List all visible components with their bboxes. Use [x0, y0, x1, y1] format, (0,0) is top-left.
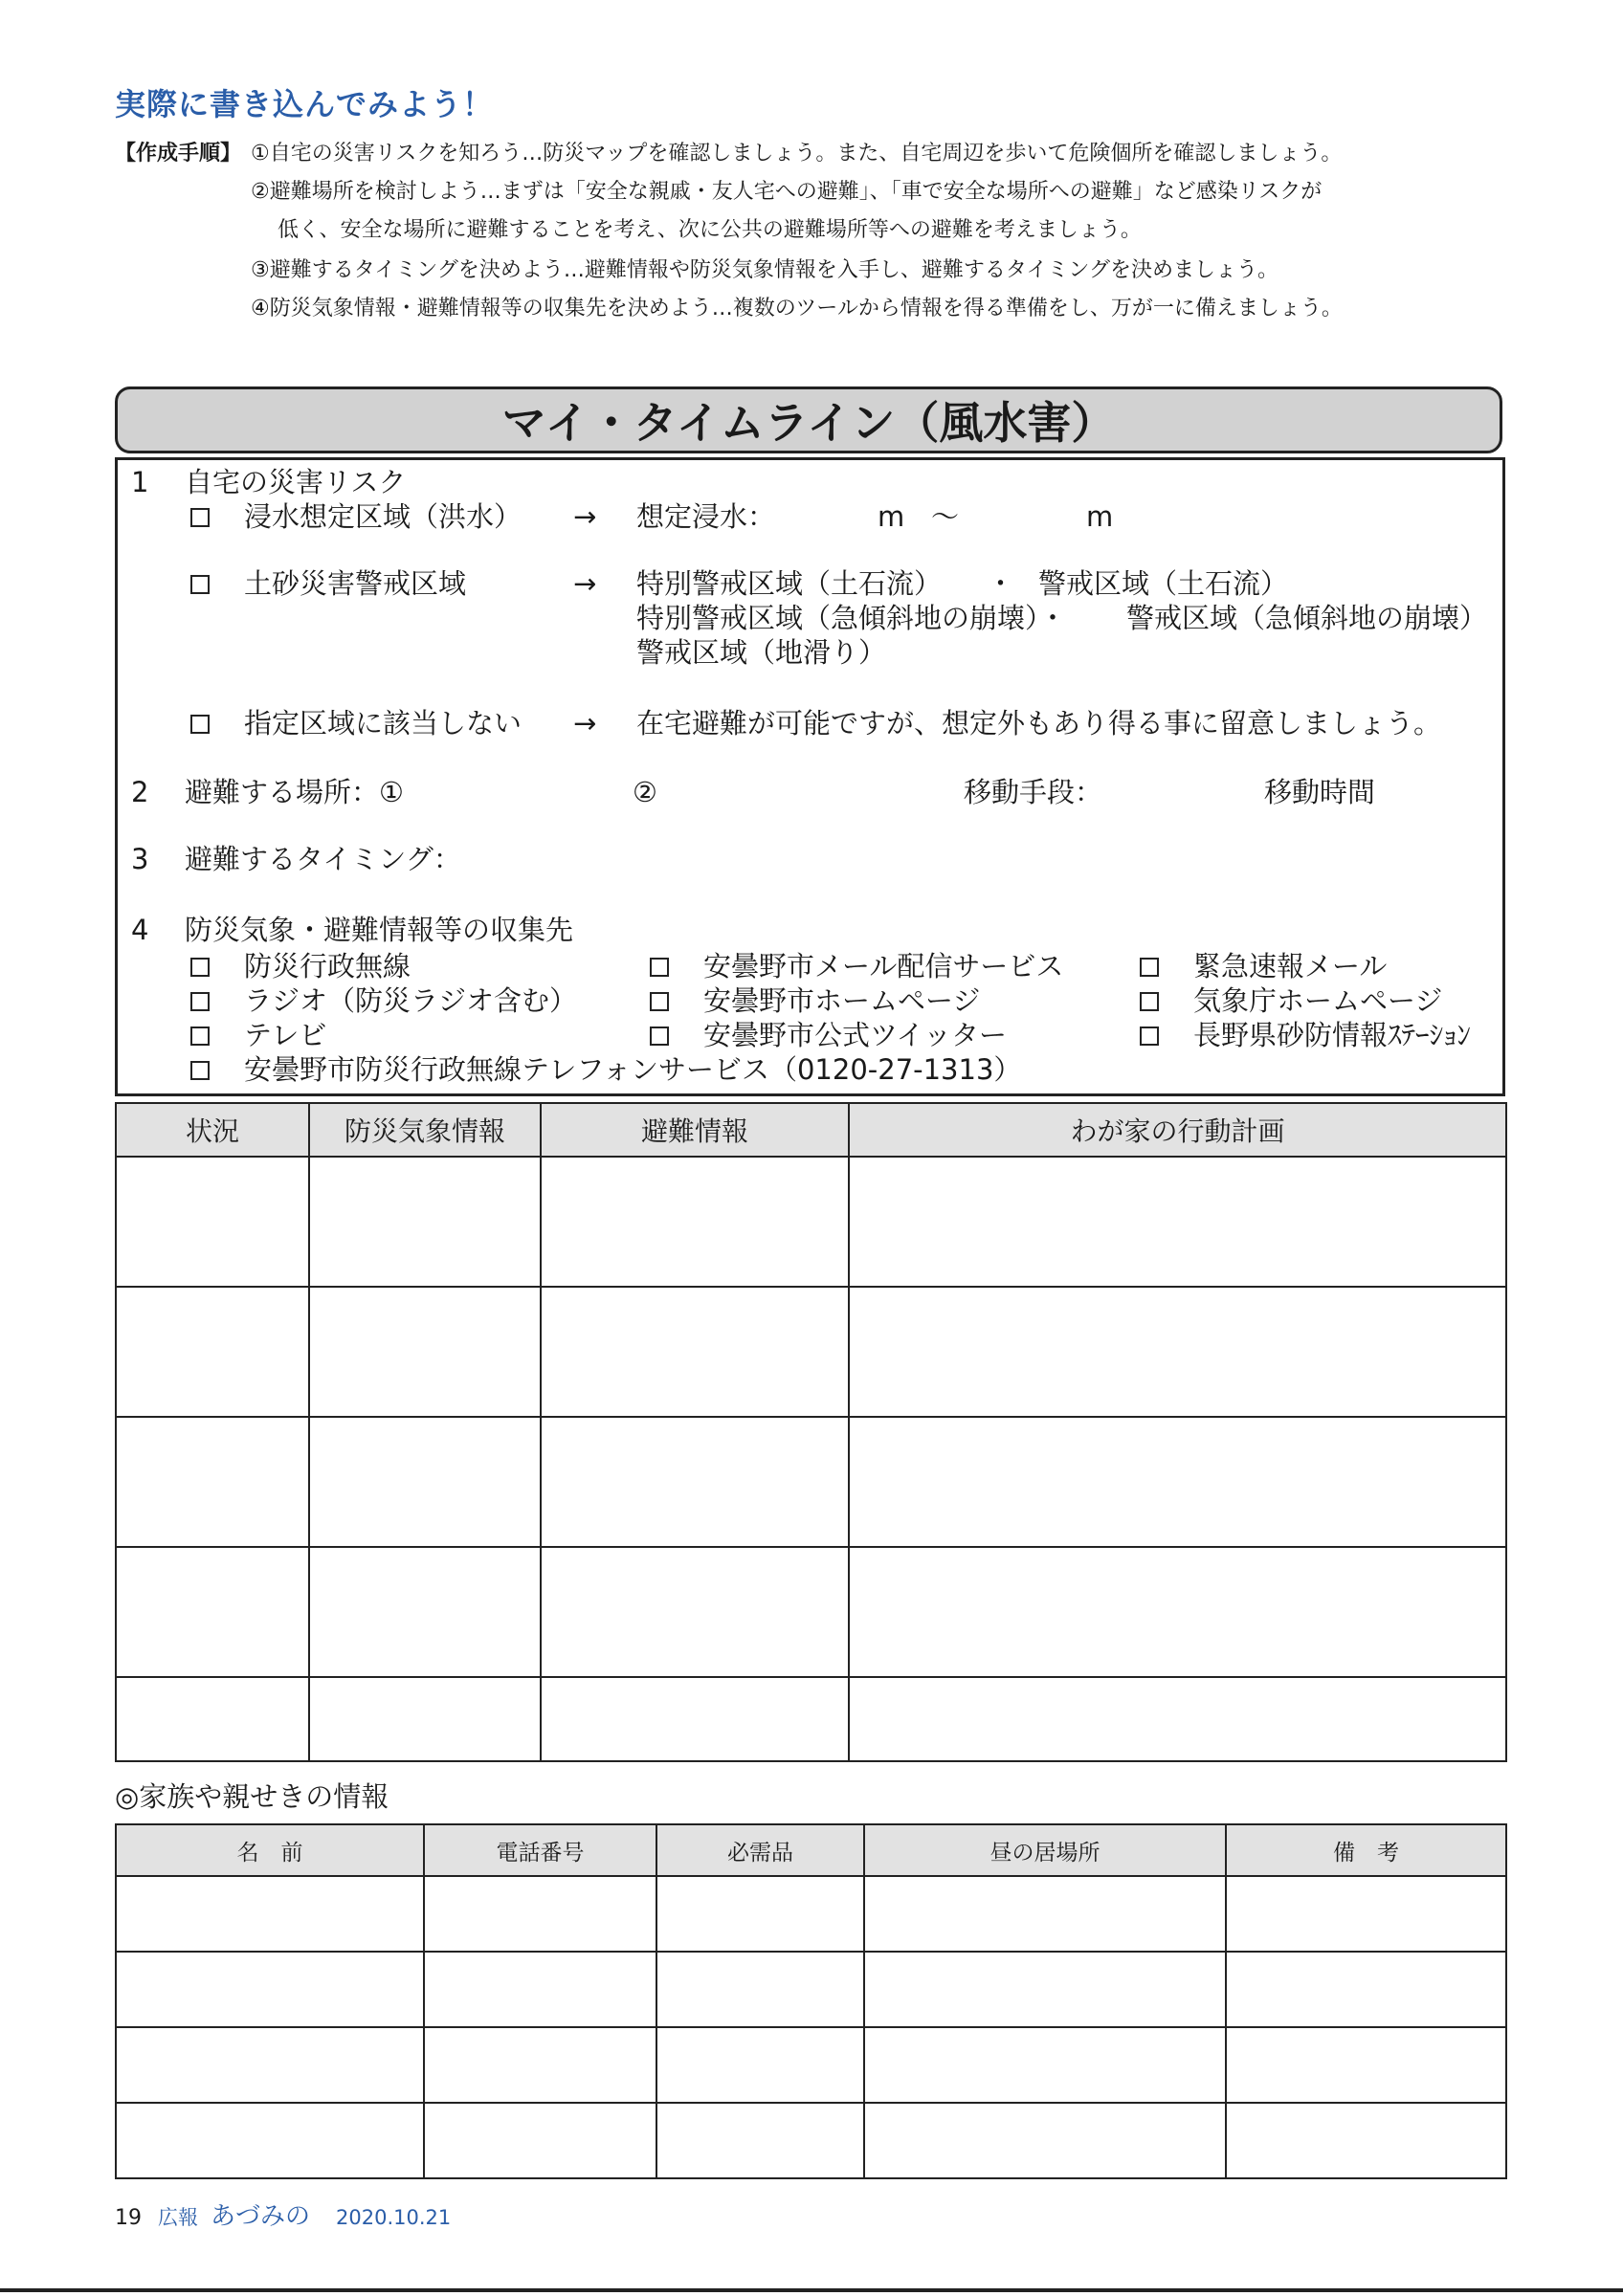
landslide-checkbox[interactable] [190, 575, 210, 594]
travel-time-label: 移動時間 [1264, 776, 1376, 808]
table-cell[interactable] [116, 2103, 424, 2178]
table-cell[interactable] [1226, 2103, 1506, 2178]
source-checkbox[interactable] [1140, 1027, 1159, 1046]
flood-unit-max: m [1086, 500, 1114, 533]
table-cell[interactable] [116, 1677, 309, 1761]
table-cell[interactable] [116, 1157, 309, 1287]
transport-label: 移動手段： [964, 776, 1103, 808]
flood-tilde: ～ [931, 500, 960, 533]
table-cell[interactable] [656, 1952, 864, 2027]
page-heading: 実際に書き込んでみよう！ [115, 86, 495, 122]
section-4-number: 4 [131, 914, 149, 946]
table-cell[interactable] [116, 1547, 309, 1677]
source-label: 長野県砂防情報ｽﾃｰｼｮﾝ [1193, 1019, 1472, 1051]
publication-brand: あづみの [211, 2202, 311, 2231]
evacuation-place-1-label: 避難する場所：① [185, 776, 404, 808]
step-2-cont: 低く、安全な場所に避難することを考え、次に公共の避難場所等への避難を考えましょう。 [278, 218, 1142, 242]
steps-label: 【作成手順】 [115, 142, 242, 166]
section-4-title: 防災気象・避難情報等の収集先 [185, 914, 574, 946]
family-header: 備 考 [1226, 1824, 1506, 1876]
timeline-header: 防災気象情報 [309, 1103, 541, 1157]
step-2: ②避難場所を検討しよう…まずは「安全な親戚・友人宅への避難」、「車で安全な場所への避難」など感染リスクが [251, 180, 1323, 204]
step-3: ③避難するタイミングを決めよう…避難情報や防災気象情報を入手し、避難するタイミングを決めましょう。 [251, 258, 1278, 282]
flood-depth-label: 想定浸水： [636, 500, 776, 533]
table-cell[interactable] [864, 2027, 1226, 2103]
table-cell[interactable] [116, 2027, 424, 2103]
source-checkbox[interactable] [190, 992, 210, 1011]
table-cell[interactable] [1226, 2027, 1506, 2103]
table-cell[interactable] [309, 1287, 541, 1417]
flood-checkbox[interactable] [190, 508, 210, 527]
table-cell[interactable] [116, 1287, 309, 1417]
table-cell[interactable] [849, 1287, 1506, 1417]
family-header: 電話番号 [424, 1824, 656, 1876]
table-cell[interactable] [424, 1952, 656, 2027]
source-checkbox[interactable] [650, 958, 669, 977]
table-cell[interactable] [656, 2103, 864, 2178]
evacuation-place-2-label: ② [633, 776, 657, 808]
table-row [116, 2027, 1506, 2103]
table-cell[interactable] [541, 1417, 849, 1547]
table-cell[interactable] [864, 2103, 1226, 2178]
source-checkbox[interactable] [190, 1061, 210, 1080]
table-cell[interactable] [541, 1677, 849, 1761]
table-row [116, 2103, 1506, 2178]
table-cell[interactable] [849, 1417, 1506, 1547]
table-cell[interactable] [116, 1952, 424, 2027]
table-cell[interactable] [541, 1157, 849, 1287]
table-cell[interactable] [424, 1876, 656, 1952]
landslide-zone-2a: 特別警戒区域（急傾斜地の崩壊）・ [636, 602, 1067, 634]
source-label: 緊急速報メール [1193, 950, 1388, 982]
page-footer [115, 2197, 451, 2232]
family-header: 必需品 [656, 1824, 864, 1876]
source-checkbox[interactable] [190, 1027, 210, 1046]
table-cell[interactable] [1226, 1952, 1506, 2027]
source-label: テレビ [244, 1019, 327, 1051]
source-label: 安曇野市メール配信サービス [703, 950, 1064, 982]
section-1-number: 1 [131, 466, 149, 498]
table-cell[interactable] [424, 2103, 656, 2178]
source-checkbox[interactable] [190, 958, 210, 977]
timeline-header: 状況 [116, 1103, 309, 1157]
table-cell[interactable] [541, 1287, 849, 1417]
family-section-title: ◎家族や親せきの情報 [115, 1780, 389, 1813]
timeline-table [115, 1102, 1507, 1762]
no-zone-text: 在宅避難が可能ですが、想定外もあり得る事に留意しましょう。 [636, 707, 1442, 740]
table-cell[interactable] [309, 1547, 541, 1677]
table-row [116, 1417, 1506, 1547]
family-header: 名 前 [116, 1824, 424, 1876]
table-cell[interactable] [849, 1677, 1506, 1761]
table-row [116, 1287, 1506, 1417]
timeline-title: マイ・タイムライン（風水害） [115, 386, 1502, 453]
table-row [116, 1677, 1506, 1761]
timeline-header: 避難情報 [541, 1103, 849, 1157]
landslide-arrow: → [573, 567, 597, 600]
table-cell[interactable] [656, 1876, 864, 1952]
table-row [116, 1876, 1506, 1952]
step-4: ④防災気象情報・避難情報等の収集先を決めよう…複数のツールから情報を得る準備をし、万が一に備えましょう。 [251, 297, 1343, 320]
risk-info-box [115, 457, 1505, 1096]
source-label: ラジオ（防災ラジオ含む） [244, 984, 578, 1017]
source-label: 安曇野市防災行政無線テレフォンサービス（0120-27-1313） [244, 1053, 1022, 1086]
source-checkbox[interactable] [1140, 958, 1159, 977]
source-label: 安曇野市ホームページ [703, 984, 981, 1017]
bottom-rule [0, 2288, 1623, 2292]
source-label: 安曇野市公式ツイッター [703, 1019, 1007, 1051]
timeline-header: わが家の行動計画 [849, 1103, 1506, 1157]
table-row [116, 1952, 1506, 2027]
table-cell[interactable] [656, 2027, 864, 2103]
source-label: 防災行政無線 [244, 950, 411, 982]
evacuation-timing-label: 避難するタイミング： [185, 843, 461, 875]
landslide-zone-3: 警戒区域（地滑り） [636, 636, 887, 669]
flood-label: 浸水想定区域（洪水） [244, 500, 522, 533]
source-checkbox[interactable] [650, 992, 669, 1011]
table-cell[interactable] [309, 1417, 541, 1547]
page-number: 19 [115, 2206, 142, 2230]
table-cell[interactable] [116, 1876, 424, 1952]
table-cell[interactable] [424, 2027, 656, 2103]
table-cell[interactable] [1226, 1876, 1506, 1952]
table-row [116, 1157, 1506, 1287]
table-cell[interactable] [864, 1952, 1226, 2027]
publication-date: 2020.10.21 [336, 2206, 452, 2229]
section-2-number: 2 [131, 776, 149, 808]
table-cell[interactable] [116, 1417, 309, 1547]
table-cell[interactable] [864, 1876, 1226, 1952]
no-zone-arrow: → [573, 707, 597, 740]
source-label: 気象庁ホームページ [1193, 984, 1443, 1017]
section-1-title: 自宅の災害リスク [185, 466, 407, 498]
table-cell[interactable] [309, 1677, 541, 1761]
landslide-zone-1b: 警戒区域（土石流） [1038, 567, 1289, 600]
landslide-dot: ・ [987, 567, 1015, 600]
landslide-label: 土砂災害警戒区域 [244, 567, 467, 600]
source-checkbox[interactable] [650, 1027, 669, 1046]
step-1: ①自宅の災害リスクを知ろう…防災マップを確認しましょう。また、自宅周辺を歩いて危険個所を確認しましょう。 [251, 142, 1343, 166]
table-row [116, 1547, 1506, 1677]
table-cell[interactable] [541, 1547, 849, 1677]
flood-unit-min: m [878, 500, 905, 533]
section-3-number: 3 [131, 843, 149, 875]
family-header: 昼の居場所 [864, 1824, 1226, 1876]
source-checkbox[interactable] [1140, 992, 1159, 1011]
family-table [115, 1823, 1507, 2179]
landslide-zone-2b: 警戒区域（急傾斜地の崩壊） [1126, 602, 1488, 634]
publication-label: 広報 [158, 2206, 198, 2229]
table-cell[interactable] [309, 1157, 541, 1287]
no-zone-label: 指定区域に該当しない [244, 707, 522, 740]
landslide-zone-1a: 特別警戒区域（土石流） [636, 567, 943, 600]
flood-arrow: → [573, 500, 597, 533]
no-zone-checkbox[interactable] [190, 715, 210, 734]
table-cell[interactable] [849, 1157, 1506, 1287]
table-cell[interactable] [849, 1547, 1506, 1677]
